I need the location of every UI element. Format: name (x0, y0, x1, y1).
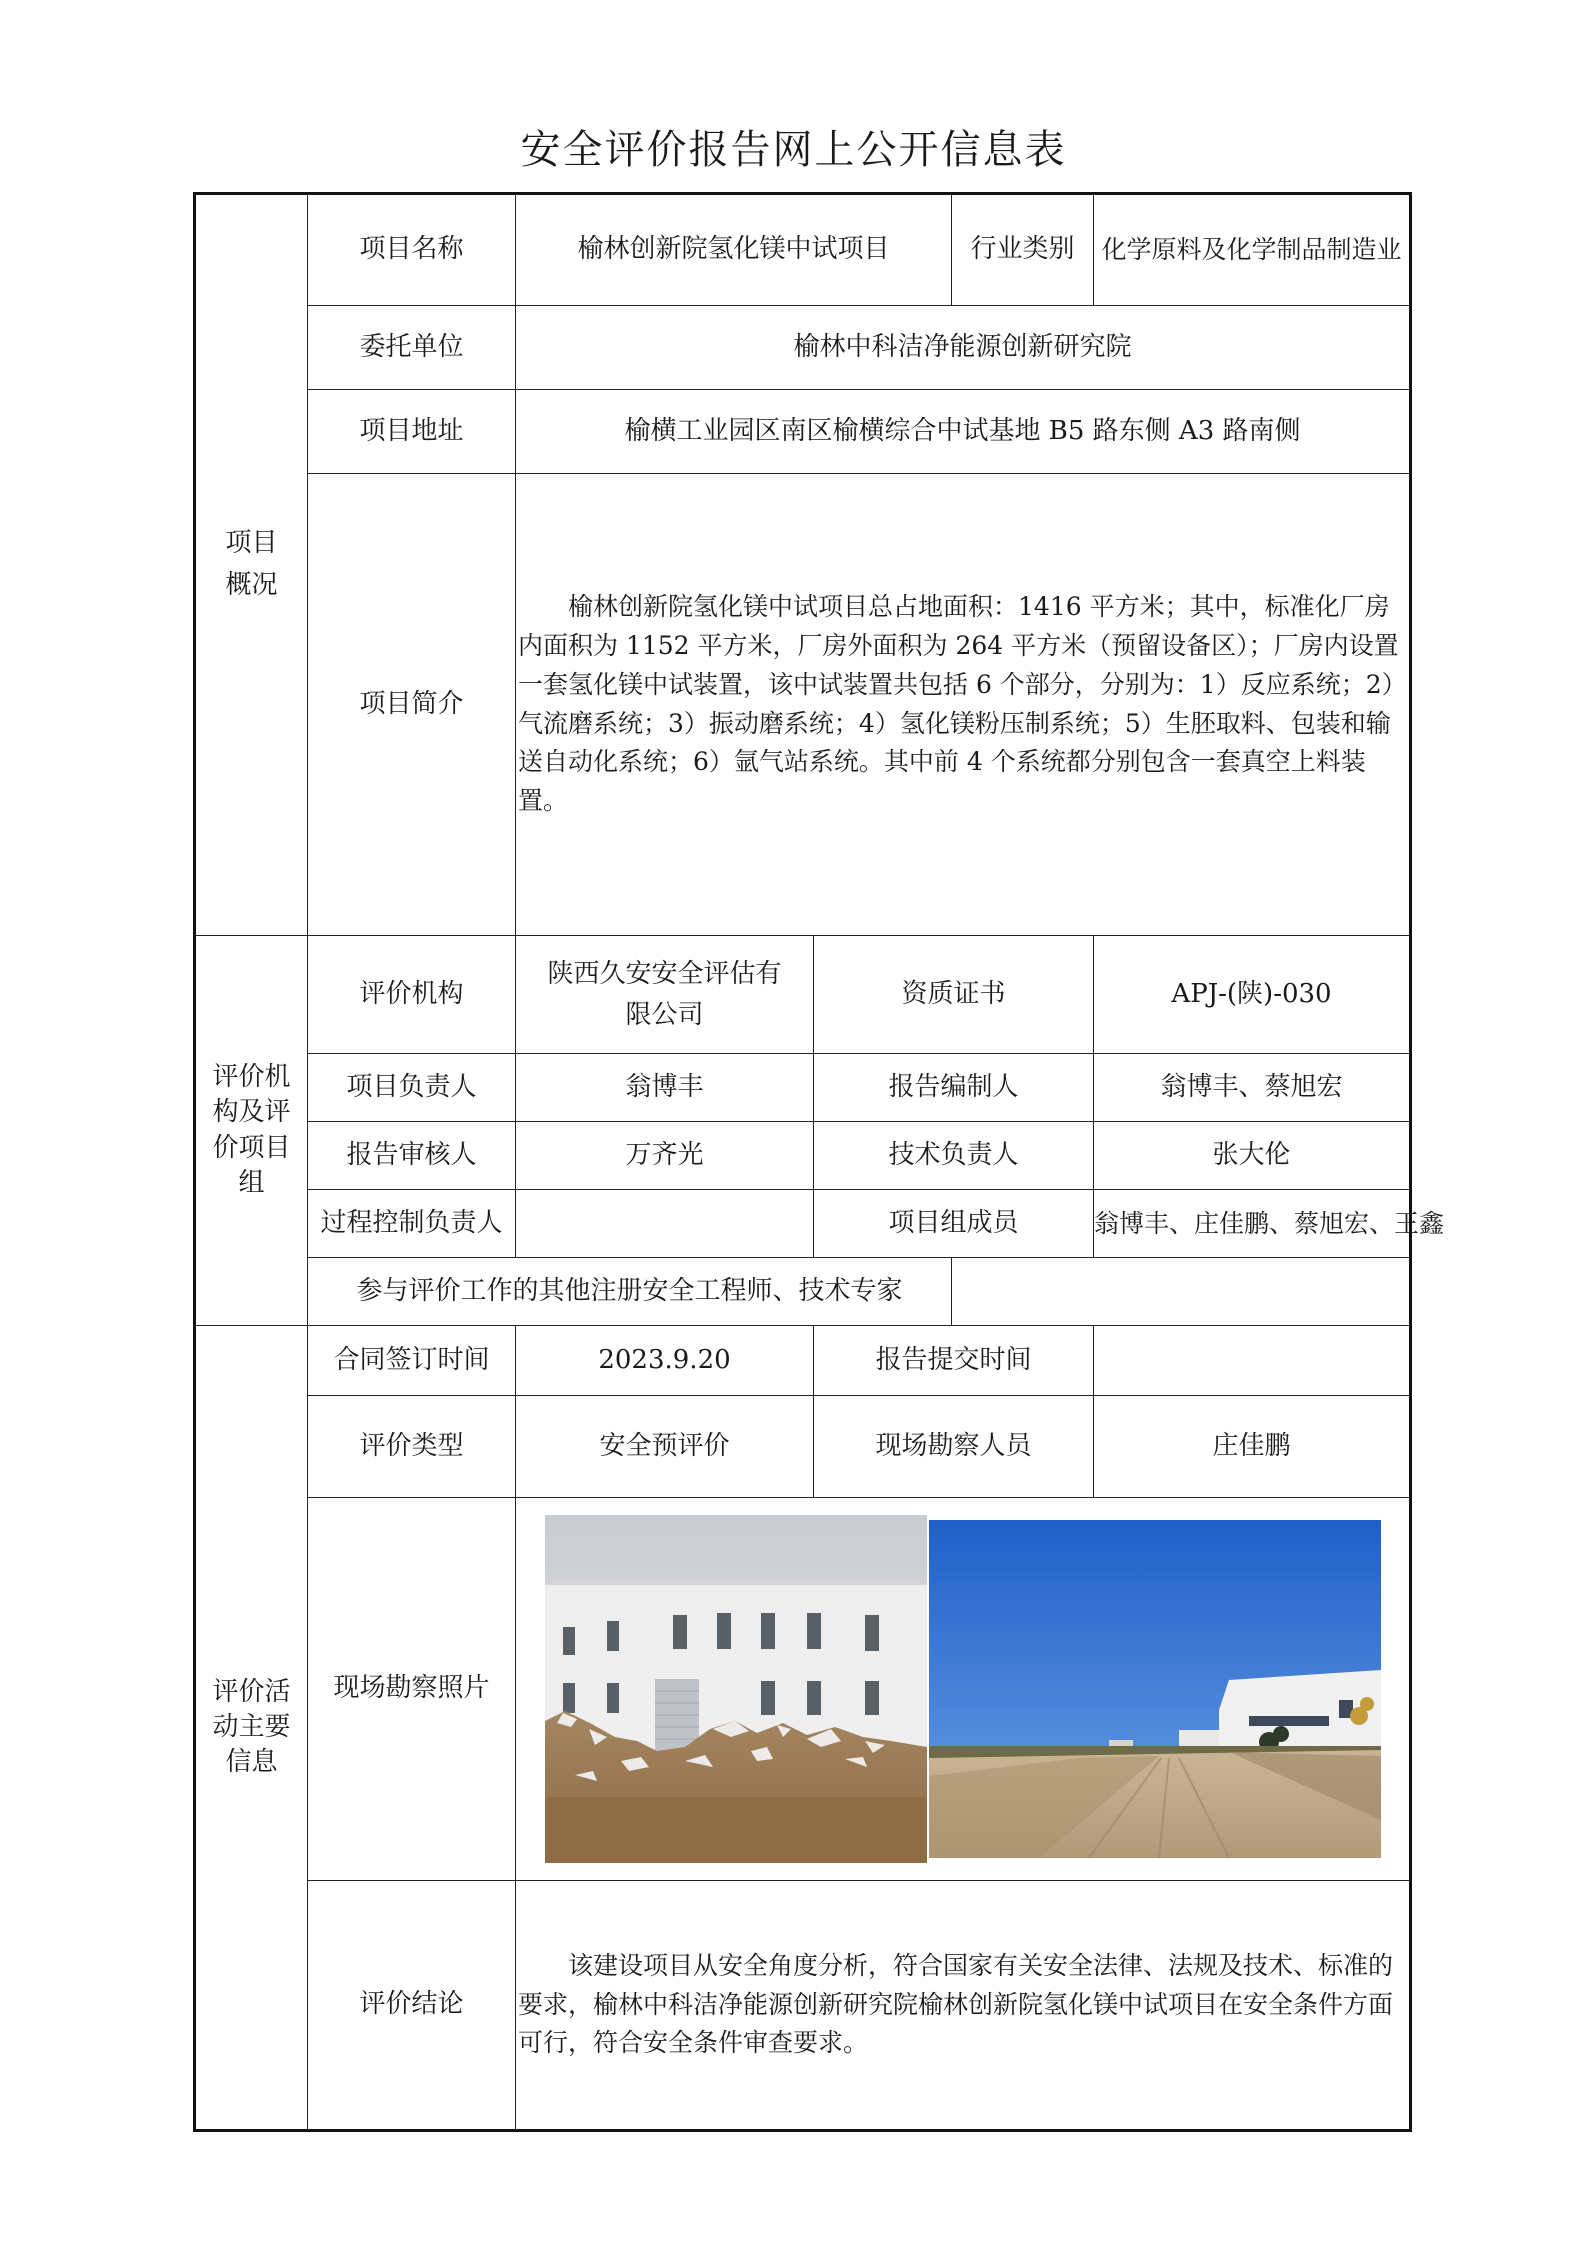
project-name-label: 项目名称 (308, 194, 516, 306)
conclusion-label: 评价结论 (308, 1881, 516, 2131)
site-photo-road (929, 1520, 1381, 1858)
client-value: 榆林中科洁净能源创新研究院 (516, 306, 1411, 390)
section-org-label: 评价机构及评价项目组 (195, 936, 308, 1326)
type-value: 安全预评价 (516, 1396, 814, 1498)
address-value: 榆横工业园区南区榆横综合中试基地 B5 路东侧 A3 路南侧 (516, 390, 1411, 474)
agency-value: 陕西久安安全评估有限公司 (516, 936, 814, 1054)
photos-label: 现场勘察照片 (308, 1498, 516, 1881)
others-value (952, 1258, 1411, 1326)
tech-label: 技术负责人 (814, 1122, 1094, 1190)
process-label: 过程控制负责人 (308, 1190, 516, 1258)
agency-label: 评价机构 (308, 936, 516, 1054)
submit-value (1094, 1326, 1411, 1396)
info-table (193, 192, 1445, 2132)
industry-label: 行业类别 (952, 194, 1094, 306)
members-label: 项目组成员 (814, 1190, 1094, 1258)
leader-value: 翁博丰 (516, 1054, 814, 1122)
contract-label: 合同签订时间 (308, 1326, 516, 1396)
type-label: 评价类型 (308, 1396, 516, 1498)
cert-label: 资质证书 (814, 936, 1094, 1054)
leader-label: 项目负责人 (308, 1054, 516, 1122)
reviewer-label: 报告审核人 (308, 1122, 516, 1190)
photos-cell (516, 1498, 1411, 1881)
others-label: 参与评价工作的其他注册安全工程师、技术专家 (308, 1258, 952, 1326)
section-overview-label: 项目 概况 (195, 194, 308, 936)
project-name-value: 榆林创新院氢化镁中试项目 (516, 194, 952, 306)
contract-value: 2023.9.20 (516, 1326, 814, 1396)
page-title: 安全评价报告网上公开信息表 (520, 127, 1067, 173)
reviewer-value: 万齐光 (516, 1122, 814, 1190)
section-activity-label: 评价活动主要信息 (195, 1326, 308, 2131)
address-label: 项目地址 (308, 390, 516, 474)
author-label: 报告编制人 (814, 1054, 1094, 1122)
members-value: 翁博丰、庄佳鹏、蔡旭宏、王鑫 (1094, 1190, 1411, 1258)
author-value: 翁博丰、蔡旭宏 (1094, 1054, 1411, 1122)
cert-value: APJ-(陕)-030 (1094, 936, 1411, 1054)
tech-value: 张大伦 (1094, 1122, 1411, 1190)
client-label: 委托单位 (308, 306, 516, 390)
site-photo-building (545, 1515, 927, 1863)
surveyor-label: 现场勘察人员 (814, 1396, 1094, 1498)
conclusion-value: 该建设项目从安全角度分析，符合国家有关安全法律、法规及技术、标准的要求，榆林中科洁净能源创新研究院榆林创新院氢化镁中试项目在安全条件方面可行，符合安全条件审查要求。 (516, 1881, 1411, 2131)
photo-strip (516, 1515, 1409, 1863)
submit-label: 报告提交时间 (814, 1326, 1094, 1396)
intro-label: 项目简介 (308, 474, 516, 936)
intro-value: 榆林创新院氢化镁中试项目总占地面积：1416 平方米；其中，标准化厂房内面积为 1152 平方米，厂房外面积为 264 平方米（预留设备区）；厂房内设置一套氢化镁中试装置，该中试装置共包括 6 个部分，分别为：1）反应系统；2）气流磨系统；3）振动磨系统；4）氢化镁粉压制系统；5）生胚取料、包装和输送自动化系统；6）氩气站系统。其中前 4 个系统都分别包含一套真空上料装置。 (516, 474, 1411, 936)
process-value (516, 1190, 814, 1258)
industry-value: 化学原料及化学制品制造业 (1094, 194, 1411, 306)
surveyor-value: 庄佳鹏 (1094, 1396, 1411, 1498)
